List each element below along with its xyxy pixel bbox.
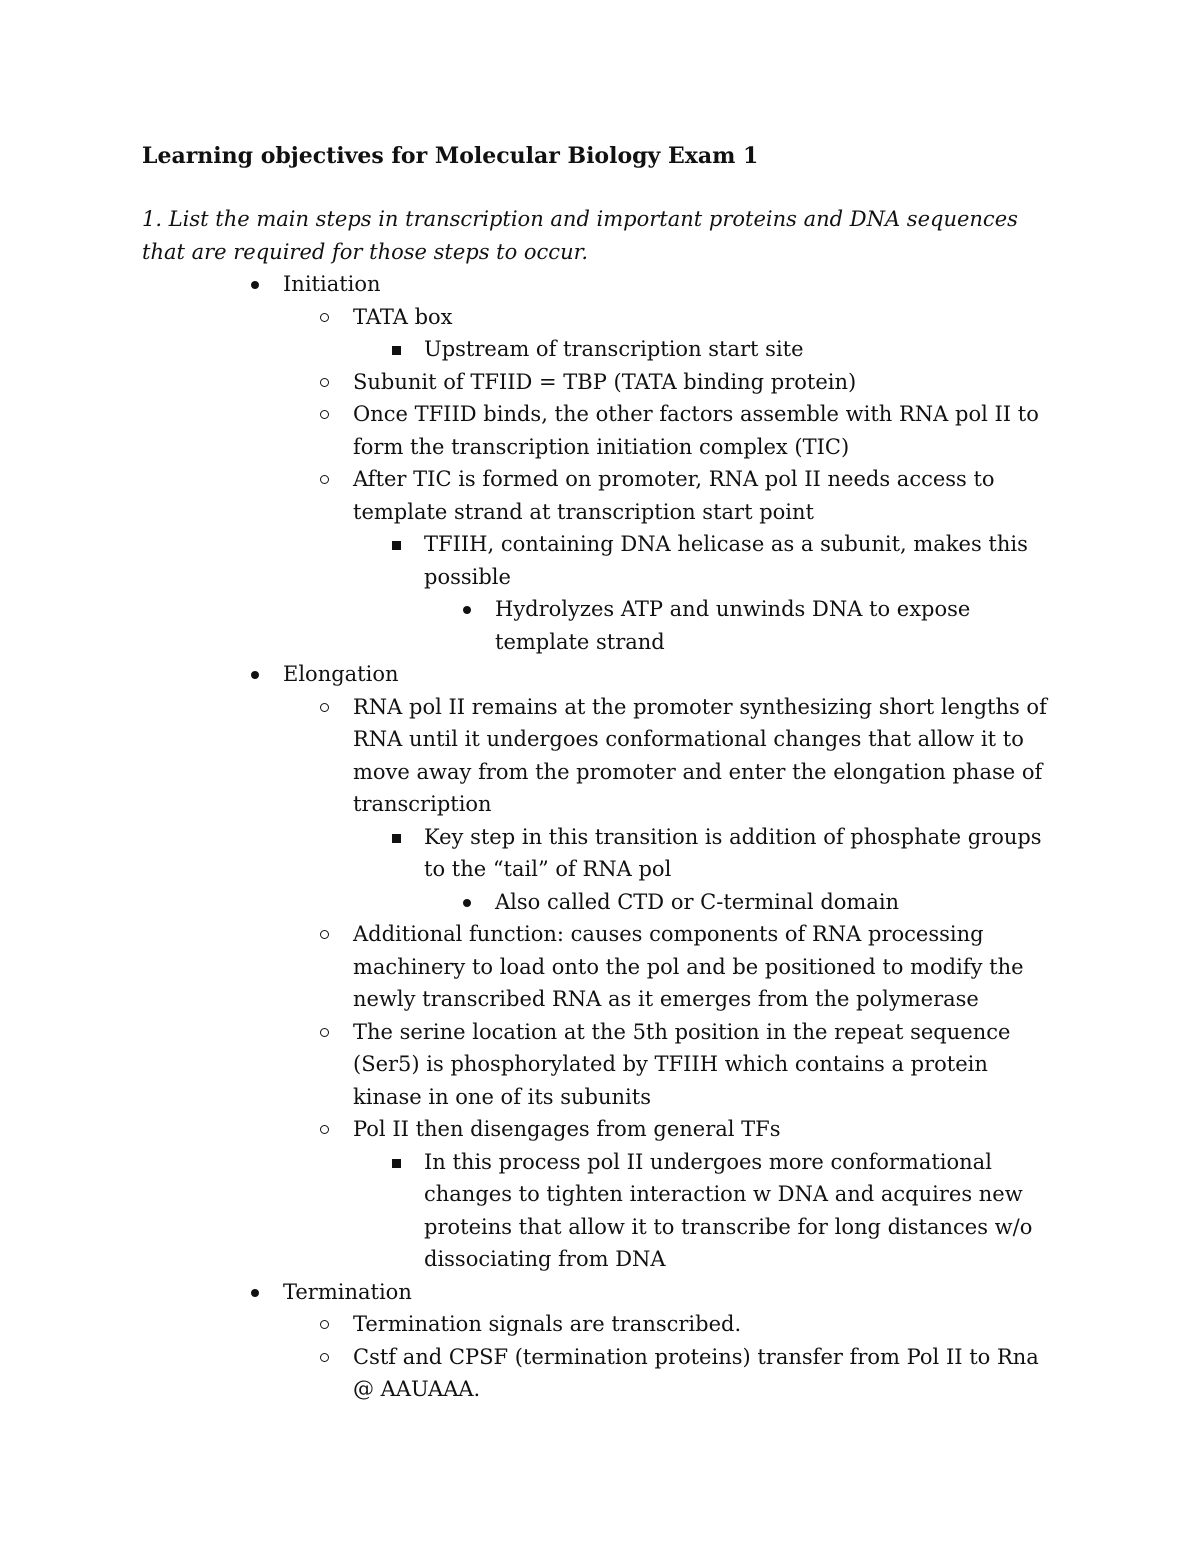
list-item-text: Hydrolyzes ATP and unwinds DNA to expose template strand <box>495 597 971 654</box>
list-item <box>0 691 1200 821</box>
circle-bullet-icon <box>318 918 338 951</box>
list-item <box>0 301 1200 334</box>
circle-bullet-icon <box>318 1016 338 1049</box>
list-item-text: TATA box <box>353 304 453 329</box>
list-item <box>0 1276 1200 1309</box>
list-item-text: RNA pol II remains at the promoter synthesizing short lengths of RNA until it undergoes conformational changes that allow it to move away from the promoter and enter the elongation phase of transcription <box>353 694 1047 816</box>
list-item-text: TFIIH, containing DNA helicase as a subunit, makes this possible <box>424 532 1028 589</box>
square-bullet-icon <box>389 333 409 366</box>
disc-bullet-icon <box>248 268 268 301</box>
list-item-text: Additional function: causes components of RNA processing machinery to load onto the pol and be positioned to modify the newly transcribed RNA as it emerges from the polymerase <box>353 922 1024 1011</box>
bullet-outline <box>0 268 1200 1406</box>
list-item <box>0 398 1200 463</box>
list-item <box>0 528 1200 593</box>
circle-bullet-icon <box>318 398 338 431</box>
list-item <box>0 1113 1200 1146</box>
list-item-text: Pol II then disengages from general TFs <box>353 1117 781 1141</box>
objective-heading: 1. List the main steps in transcription and important proteins and DNA sequences that are required for those steps to occur. <box>142 207 1018 264</box>
list-item-text: Key step in this transition is addition of phosphate groups to the “tail” of RNA pol <box>424 824 1042 881</box>
circle-bullet-icon <box>318 1113 338 1146</box>
list-item-text: Termination <box>283 1279 412 1304</box>
list-item <box>0 886 1200 919</box>
circle-bullet-icon <box>318 301 338 334</box>
list-item-text: Subunit of TFIID = TBP (TATA binding protein) <box>353 369 857 394</box>
list-item <box>0 593 1200 658</box>
disc-bullet-icon <box>460 886 480 919</box>
disc-bullet-icon <box>248 1276 268 1309</box>
list-item-text: Cstf and CPSF (termination proteins) transfer from Pol II to Rna @ AAUAAA. <box>353 1344 1039 1401</box>
list-item <box>0 821 1200 886</box>
disc-bullet-icon <box>248 658 268 691</box>
square-bullet-icon <box>389 821 409 854</box>
page-title: Learning objectives for Molecular Biology Exam 1 <box>142 143 759 169</box>
list-item <box>0 1016 1200 1114</box>
list-item-text: The serine location at the 5th position in the repeat sequence (Ser5) is phosphorylated by TFIIH which contains a protein kinase in one of its subunits <box>353 1019 1011 1109</box>
list-item <box>0 1146 1200 1276</box>
list-item <box>0 1308 1200 1341</box>
list-item-text: In this process pol II undergoes more conformational changes to tighten interaction w DNA and acquires new proteins that allow it to transcribe for long distances w/o dissociating from DNA <box>424 1149 1033 1271</box>
list-item-text: Termination signals are transcribed. <box>353 1312 742 1336</box>
list-item <box>0 463 1200 528</box>
list-item-text: After TIC is formed on promoter, RNA pol II needs access to template strand at transcription start point <box>353 467 995 524</box>
list-item-text: Upstream of transcription start site <box>424 337 804 361</box>
list-item <box>0 1341 1200 1406</box>
list-item-text: Also called CTD or C-terminal domain <box>495 889 900 914</box>
circle-bullet-icon <box>318 366 338 399</box>
list-item-text: Initiation <box>283 272 381 296</box>
list-item-text: Once TFIID binds, the other factors assemble with RNA pol II to form the transcription initiation complex (TIC) <box>353 402 1039 459</box>
circle-bullet-icon <box>318 1341 338 1374</box>
list-item <box>0 333 1200 366</box>
circle-bullet-icon <box>318 691 338 724</box>
square-bullet-icon <box>389 528 409 561</box>
list-item <box>0 918 1200 1016</box>
list-item <box>0 268 1200 301</box>
list-item <box>0 658 1200 691</box>
list-item-text: Elongation <box>283 662 399 686</box>
circle-bullet-icon <box>318 463 338 496</box>
list-item <box>0 366 1200 399</box>
disc-bullet-icon <box>460 593 480 626</box>
square-bullet-icon <box>389 1146 409 1179</box>
circle-bullet-icon <box>318 1308 338 1341</box>
